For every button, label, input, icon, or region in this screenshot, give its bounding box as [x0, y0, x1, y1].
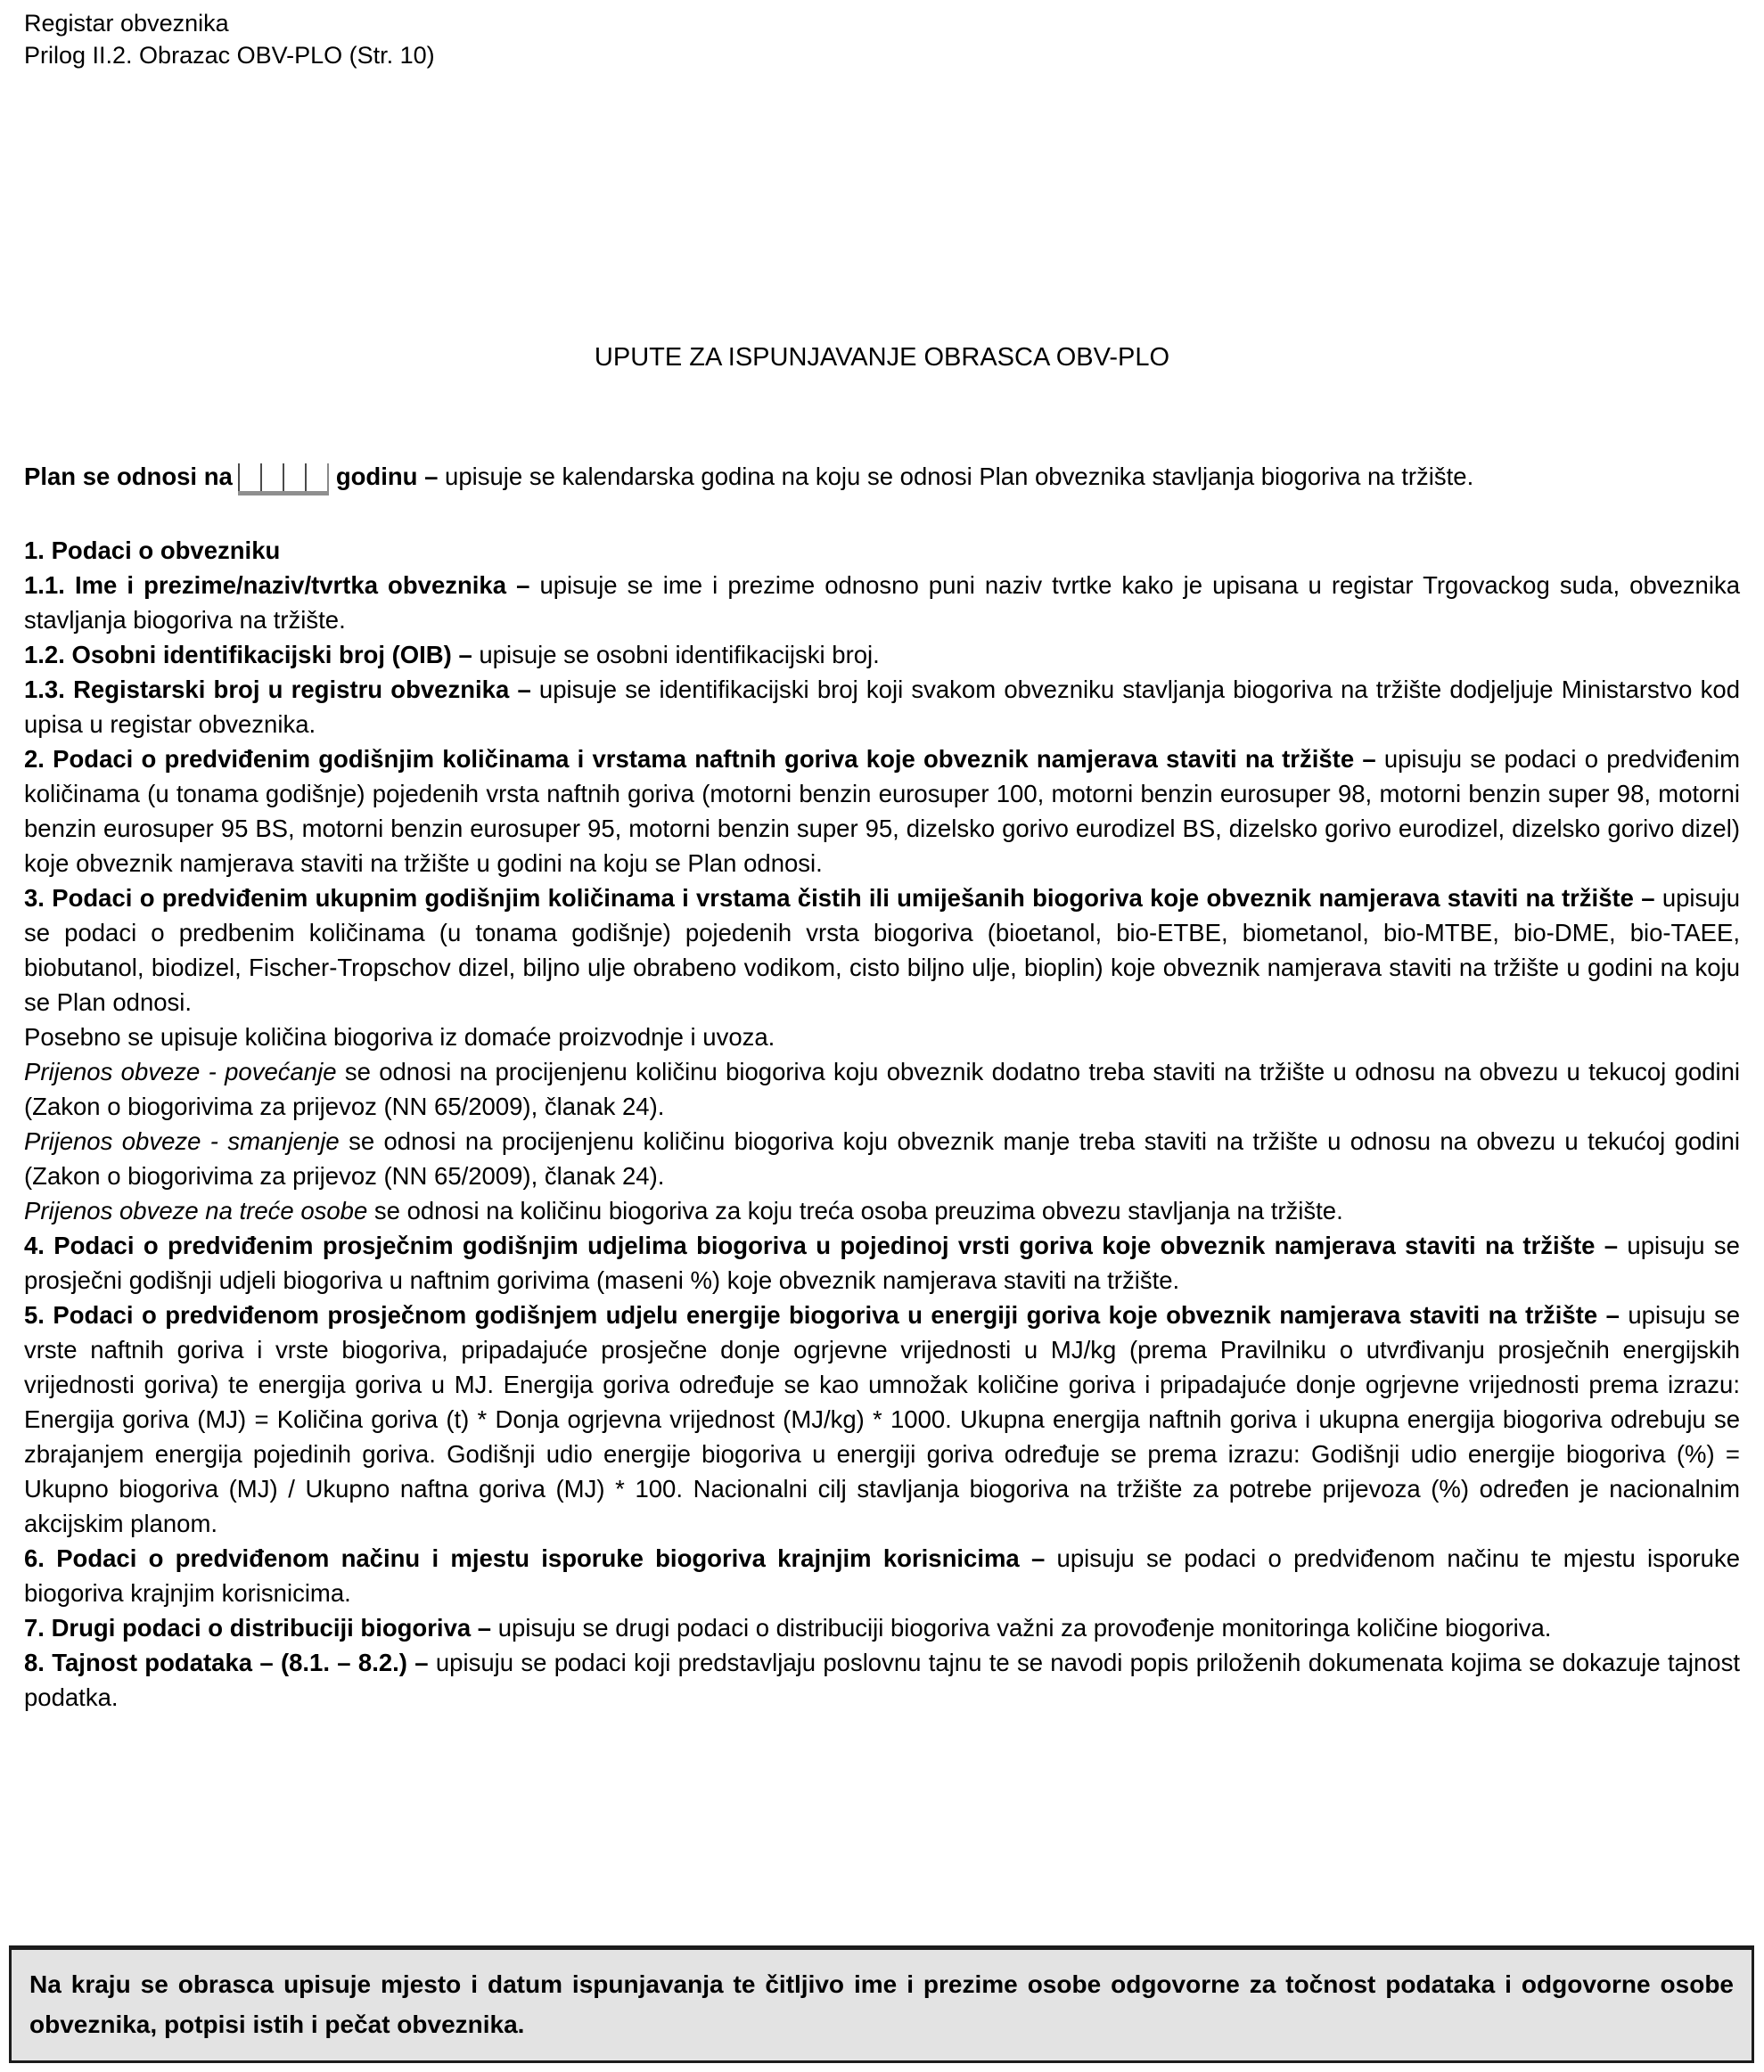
- section-text: upisuju se podaci o predbenim količinama (u tonama godišnje) pojedenih vrsta biogoriva (bioetanol, bio-ETBE, biometanol, bio-MTBE, bio-DME, bio-TAEE, biobutanol, biodizel, Fischer-Tropschov dizel, biljno ulje obrabeno vodikom, cisto biljno ulje, bioplin) koje obveznik namjerava staviti na tržište u godini na koju se Plan odnosi.: [24, 884, 1740, 1016]
- intro-text: upisuje se kalendarska godina na koju se odnosi Plan obveznika stavljanja biogoriva na tržište.: [438, 463, 1474, 490]
- year-entry-box: [238, 463, 329, 495]
- intro-year-label: godinu –: [335, 463, 439, 490]
- section-text: upisuju se prosječni godišnji udjeli biogoriva u naftnim gorivima (maseni %) koje obveznik namjerava staviti na tržište.: [24, 1232, 1740, 1294]
- section-paragraph: [24, 1124, 1740, 1193]
- section-text: upisuju se drugi podaci o distribuciji biogoriva važni za provođenje monitoringa količine biogoriva.: [491, 1614, 1552, 1642]
- page-title: UPUTE ZA ISPUNJAVANJE OBRASCA OBV-PLO: [594, 343, 1170, 372]
- intro-paragraph: [24, 459, 1740, 495]
- section-text: upisuju se vrste naftnih goriva i vrste biogoriva, pripadajuće prosječne donje ogrjevne vrijednosti u MJ/kg (prema Pravilniku o utvrđivanju prosječnih energijskih vrijednosti goriva) te energija goriva u MJ. Energija goriva određuje se kao umnožak količine goriva i pripadajuće donje ogrjevne vrijednosti prema izrazu: Energija goriva (MJ) = Količina goriva (t) * Donja ogrjevna vrijednost (MJ/kg) * 1000. Ukupna energija naftnih goriva i ukupna energija biogoriva odrebuju se zbrajanjem energija pojedinih goriva. Godišnji udio energije biogoriva u energiji goriva određuje se prema izrazu: Godišnji udio energije biogoriva (%) = Ukupno biogoriva (MJ) / Ukupno naftna goriva (MJ) * 100. Nacionalni cilj stavljanja biogoriva na tržište za potrebe prijevoza (%) određen je nacionalnim akcijskim planom.: [24, 1301, 1740, 1537]
- sections-block: [24, 533, 1740, 1715]
- section-paragraph: [24, 672, 1740, 741]
- section-paragraph: [24, 1193, 1740, 1228]
- section-lead: 2. Podaci o predviđenim godišnjim količinama i vrstama naftnih goriva koje obveznik namjerava staviti na tržište –: [24, 745, 1376, 773]
- section-paragraph: [24, 568, 1740, 637]
- section-text: upisuju se podaci koji predstavljaju poslovnu tajnu te se navodi popis priloženih dokumenata kojima se dokazuje tajnost podatka.: [24, 1649, 1740, 1711]
- section-lead: 3. Podaci o predviđenim ukupnim godišnjim količinama i vrstama čistih ili umiješanih biogoriva koje obveznik namjerava staviti na tržište –: [24, 884, 1655, 912]
- section-text: upisuje se osobni identifikacijski broj.: [472, 641, 880, 668]
- year-digit-cell: [260, 463, 283, 491]
- section-lead: 1. Podaci o obvezniku: [24, 536, 281, 564]
- section-lead: 7. Drugi podaci o distribuciji biogoriva –: [24, 1614, 492, 1642]
- intro-lead-bold: Plan se odnosi na: [24, 463, 233, 490]
- document-content: [24, 459, 1740, 1715]
- section-text: Posebno se upisuje količina biogoriva iz domaće proizvodnje i uvoza.: [24, 1023, 775, 1051]
- section-lead: 1.3. Registarski broj u registru obveznika –: [24, 676, 531, 703]
- section-lead: 5. Podaci o predviđenom prosječnom godišnjem udjelu energije biogoriva u energiji goriva koje obveznik namjerava staviti na tržište –: [24, 1301, 1620, 1329]
- section-lead: Prijenos obveze - smanjenje: [24, 1127, 340, 1155]
- section-paragraph: [24, 1228, 1740, 1298]
- header-line-2: Prilog II.2. Obrazac OBV-PLO (Str. 10): [24, 42, 435, 69]
- document-header: [24, 7, 435, 71]
- section-lead: 6. Podaci o predviđenom načinu i mjestu isporuke biogoriva krajnjim korisnicima –: [24, 1544, 1046, 1572]
- section-lead: 1.2. Osobni identifikacijski broj (OIB) –: [24, 641, 472, 668]
- section-paragraph: [24, 1020, 1740, 1054]
- section-text: se odnosi na procijenjenu količinu biogoriva koju obveznik manje treba staviti na tržište u odnosu na obvezu u tekućoj godini (Zakon o biogorivima za prijevoz (NN 65/2009), članak 24).: [24, 1127, 1740, 1190]
- section-paragraph: [24, 1645, 1740, 1715]
- section-paragraph: [24, 880, 1740, 1020]
- section-text: se odnosi na procijenjenu količinu biogoriva koju obveznik dodatno treba staviti na tržište u odnosu na obvezu u tekucoj godini (Zakon o biogorivima za prijevoz (NN 65/2009), članak 24).: [24, 1058, 1741, 1120]
- header-line-1: Registar obveznika: [24, 10, 229, 37]
- note-box-text: Na kraju se obrasca upisuje mjesto i datum ispunjavanja te čitljivo ime i prezime osobe odgovorne za točnost podataka i odgovorne osobe obveznika, potpisi istih i pečat obveznika.: [29, 1970, 1734, 2038]
- section-paragraph: [24, 1541, 1740, 1610]
- section-text: upisuju se podaci o predviđenom načinu te mjestu isporuke biogoriva krajnjim korisnicima.: [24, 1544, 1741, 1607]
- section-lead: 4. Podaci o predviđenim prosječnim godišnjim udjelima biogoriva u pojedinoj vrsti goriva koje obveznik namjerava staviti na tržište –: [24, 1232, 1619, 1259]
- section-text: upisuje se identifikacijski broj koji svakom obvezniku stavljanja biogoriva na tržište dodjeljuje Ministarstvo kod upisa u registar obveznika.: [24, 676, 1740, 738]
- section-paragraph: [24, 1054, 1740, 1124]
- note-box: [9, 1945, 1754, 2063]
- section-lead: 1.1. Ime i prezime/naziv/tvrtka obveznika –: [24, 571, 530, 599]
- year-digit-cell: [238, 463, 260, 491]
- section-lead: Prijenos obveze - povećanje: [24, 1058, 337, 1085]
- section-text: upisuju se podaci o predviđenim količinama (u tonama godišnje) pojedenih vrsta naftnih goriva (motorni benzin eurosuper 100, motorni benzin eurosuper 98, motorni benzin super 98, motorni benzin eurosuper 95 BS, motorni benzin eurosuper 95, motorni benzin super 95, dizelsko gorivo eurodizel BS, dizelsko gorivo eurodizel, dizelsko gorivo dizel) koje obveznik namjerava staviti na tržište u godini na koju se Plan odnosi.: [24, 745, 1740, 877]
- section-paragraph: [24, 741, 1740, 880]
- section-paragraph: [24, 1610, 1740, 1645]
- section-lead: Prijenos obveze na treće osobe: [24, 1197, 368, 1224]
- year-digit-cell: [283, 463, 305, 491]
- section-text: upisuje se ime i prezime odnosno puni naziv tvrtke kako je upisana u registar Trgovackog suda, obveznika stavljanja biogoriva na tržište.: [24, 571, 1740, 634]
- section-text: se odnosi na količinu biogoriva za koju treća osoba preuzima obvezu stavljanja na tržište.: [367, 1197, 1343, 1224]
- section-paragraph: [24, 637, 1740, 672]
- section-paragraph: [24, 533, 1740, 568]
- year-digit-cell: [305, 463, 329, 491]
- section-lead: 8. Tajnost podataka – (8.1. – 8.2.) –: [24, 1649, 429, 1676]
- section-paragraph: [24, 1298, 1740, 1541]
